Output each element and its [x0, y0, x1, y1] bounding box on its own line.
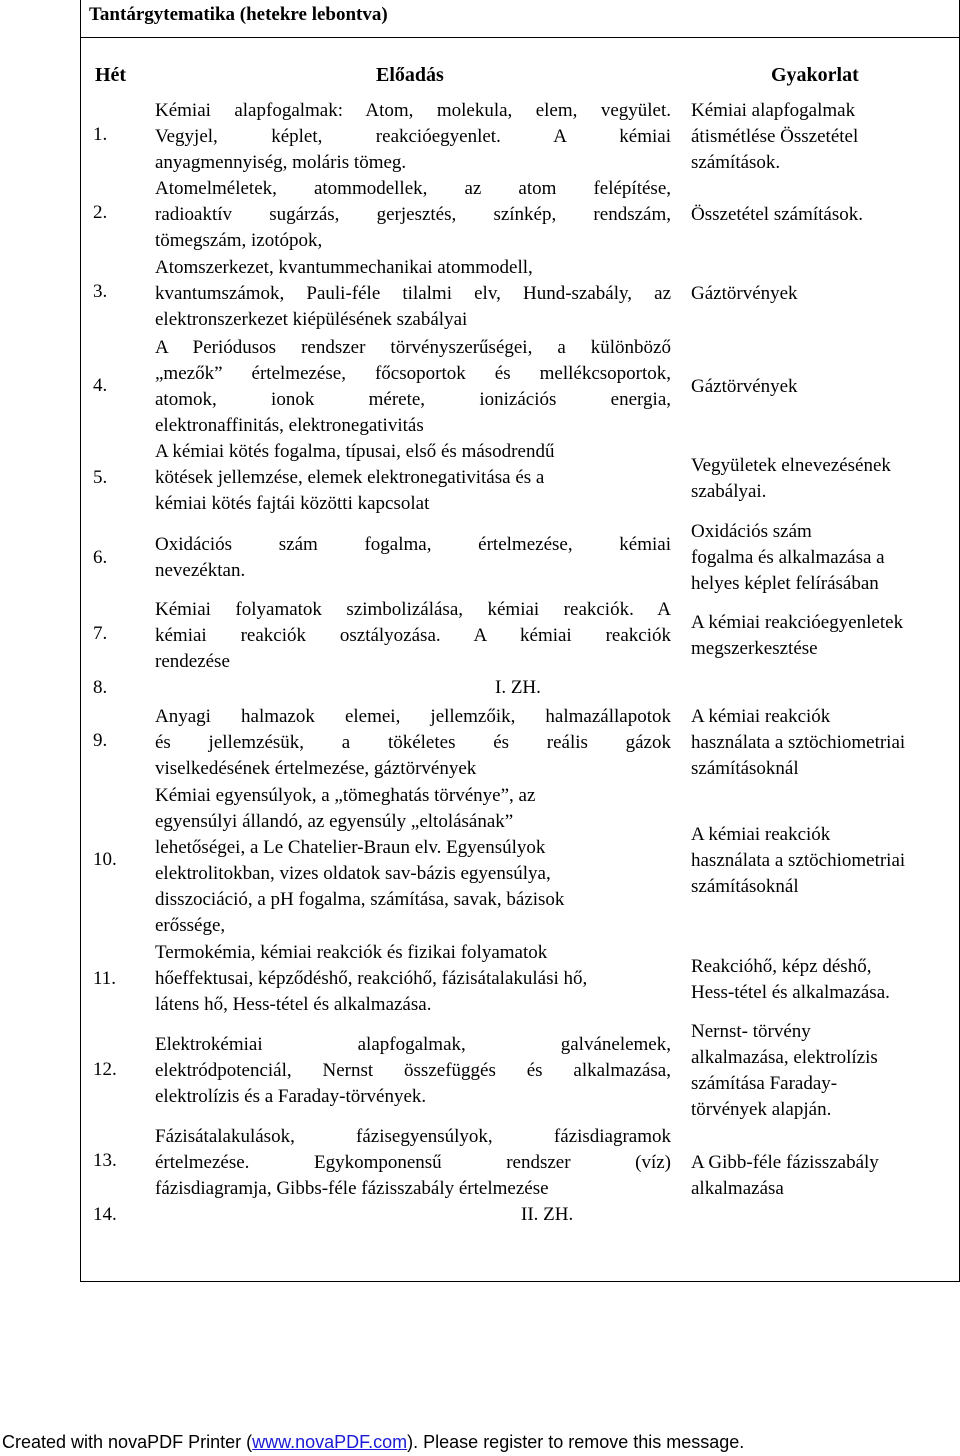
- lecture-line: kötések jellemzése, elemek elektronegativitása és a: [155, 467, 545, 488]
- practice-line: szabályai.: [691, 481, 767, 502]
- practice-line: Nernst- törvény: [691, 1021, 811, 1042]
- lecture-text: [155, 1032, 671, 1110]
- lecture-text: [155, 98, 671, 176]
- lecture-text: [155, 255, 671, 333]
- lecture-line: egyensúlyi állandó, az egyensúly „eltolásának”: [155, 811, 514, 832]
- lecture-text: [155, 532, 671, 584]
- practice-line: számítások.: [691, 152, 781, 173]
- lecture-line: tömegszám, izotópok,: [155, 230, 323, 251]
- lecture-line: Kémiai alapfogalmak: Atom, molekula, elem, vegyület.: [155, 100, 671, 121]
- lecture-line: Atomszerkezet, kvantummechanikai atommodell,: [155, 257, 533, 278]
- week-number: 13.: [93, 1150, 117, 1171]
- week-number: 12.: [93, 1059, 117, 1080]
- lecture-line: Anyagi halmazok elemei, jellemzőik, halmazállapotok: [155, 706, 671, 727]
- lecture-line: elektronaffinitás, elektronegativitás: [155, 415, 424, 436]
- lecture-line: Kémiai egyensúlyok, a „tömeghatás törvénye”, az: [155, 785, 536, 806]
- lecture-line: értelmezése. Egykomponensű rendszer (víz): [155, 1152, 671, 1173]
- week-number: 3.: [93, 281, 108, 302]
- practice-line: Kémiai alapfogalmak: [691, 100, 856, 121]
- lecture-text: [155, 940, 671, 1018]
- lecture-line: hőeffektusai, képződéshő, reakcióhő, fázisátalakulási hő,: [155, 968, 588, 989]
- week-number: 2.: [93, 202, 108, 223]
- exam-label: II. ZH.: [521, 1204, 574, 1225]
- lecture-line: anyagmennyiség, moláris tömeg.: [155, 152, 407, 173]
- week-number: 7.: [93, 623, 108, 644]
- lecture-line: kémiai kötés fajtái közötti kapcsolat: [155, 493, 430, 514]
- lecture-line: erőssége,: [155, 915, 226, 936]
- lecture-line: elektródpotenciál, Nernst összefüggés és alkalmazása,: [155, 1060, 671, 1081]
- week-number: 9.: [93, 730, 108, 751]
- practice-line: A Gibb-féle fázisszabály: [691, 1152, 879, 1173]
- lecture-line: Atomelméletek, atommodellek, az atom felépítése,: [155, 178, 671, 199]
- week-number: 5.: [93, 467, 108, 488]
- week-number: 11.: [93, 968, 117, 989]
- lecture-text: [155, 176, 671, 254]
- page-title: Tantárgytematika (hetekre lebontva): [89, 4, 388, 25]
- exam-label: I. ZH.: [495, 677, 541, 698]
- practice-text: [691, 519, 956, 597]
- lecture-line: kvantumszámok, Pauli-féle tilalmi elv, Hund-szabály, az: [155, 283, 671, 304]
- practice-line: megszerkesztése: [691, 638, 818, 659]
- lecture-line: viselkedésének értelmezése, gáztörvények: [155, 758, 477, 779]
- practice-line: törvények alapján.: [691, 1099, 832, 1120]
- practice-text: [691, 374, 956, 400]
- practice-text: [691, 954, 956, 1006]
- lecture-line: lehetőségei, a Le Chatelier-Braun elv. Egyensúlyok: [155, 837, 546, 858]
- document-frame: [80, 0, 960, 1282]
- practice-line: alkalmazása, elektrolízis: [691, 1047, 878, 1068]
- lecture-line: és jellemzésük, a tökéletes és reális gázok: [155, 732, 671, 753]
- practice-line: Oxidációs szám: [691, 521, 812, 542]
- practice-line: Vegyületek elnevezésének: [691, 455, 891, 476]
- practice-line: számításoknál: [691, 876, 799, 897]
- practice-line: Hess-tétel és alkalmazása.: [691, 982, 890, 1003]
- lecture-line: Fázisátalakulások, fázisegyensúlyok, fázisdiagramok: [155, 1126, 671, 1147]
- week-number: 10.: [93, 849, 117, 870]
- lecture-line: fázisdiagramja, Gibbs-féle fázisszabály értelmezése: [155, 1178, 549, 1199]
- lecture-line: Termokémia, kémiai reakciók és fizikai folyamatok: [155, 942, 548, 963]
- practice-line: alkalmazása: [691, 1178, 784, 1199]
- lecture-line: A kémiai kötés fogalma, típusai, első és másodrendű: [155, 441, 555, 462]
- practice-line: helyes képlet felírásában: [691, 573, 879, 594]
- lecture-line: elektrolitokban, vizes oldatok sav-bázis egyensúlya,: [155, 863, 551, 884]
- lecture-line: atomok, ionok mérete, ionizációs energia,: [155, 389, 671, 410]
- practice-line: Gáztörvények: [691, 283, 798, 304]
- title-row: [81, 0, 960, 38]
- lecture-line: nevezéktan.: [155, 560, 246, 581]
- practice-line: A kémiai reakcióegyenletek: [691, 612, 904, 633]
- practice-text: [691, 704, 956, 782]
- practice-text: [691, 1019, 956, 1123]
- practice-text: [691, 98, 956, 176]
- practice-line: használata a sztöchiometriai: [691, 850, 906, 871]
- lecture-line: A Periódusos rendszer törvényszerűségei, a különböző: [155, 337, 671, 358]
- practice-text: [691, 1150, 956, 1202]
- lecture-text: [155, 335, 671, 439]
- practice-text: [691, 202, 956, 228]
- week-number: 1.: [93, 124, 108, 145]
- lecture-line: elektrolízis és a Faraday-törvények.: [155, 1086, 427, 1107]
- lecture-line: Kémiai folyamatok szimbolizálása, kémiai reakciók. A: [155, 599, 671, 620]
- lecture-text: [155, 1124, 671, 1202]
- practice-line: Összetétel számítások.: [691, 204, 864, 225]
- week-number: 14.: [93, 1204, 117, 1225]
- header-week: Hét: [95, 64, 127, 86]
- practice-text: [691, 281, 956, 307]
- practice-line: átismétlése Összetétel: [691, 126, 859, 147]
- practice-line: fogalma és alkalmazása a: [691, 547, 885, 568]
- lecture-line: radioaktív sugárzás, gerjesztés, színkép, rendszám,: [155, 204, 671, 225]
- lecture-text: [155, 597, 671, 675]
- lecture-line: Elektrokémiai alapfogalmak, galvánelemek,: [155, 1034, 671, 1055]
- practice-line: Reakcióhő, képz déshő,: [691, 956, 872, 977]
- footer-suffix: ). Please register to remove this message.: [407, 1432, 745, 1452]
- practice-text: [691, 822, 956, 900]
- lecture-line: látens hő, Hess-tétel és alkalmazása.: [155, 994, 432, 1015]
- lecture-line: disszociáció, a pH fogalma, számítása, savak, bázisok: [155, 889, 565, 910]
- practice-line: számításoknál: [691, 758, 799, 779]
- practice-line: A kémiai reakciók: [691, 824, 831, 845]
- lecture-text: [155, 704, 671, 782]
- header-practice: Gyakorlat: [771, 64, 859, 86]
- practice-line: Gáztörvények: [691, 376, 798, 397]
- lecture-line: Vegyjel, képlet, reakcióegyenlet. A kémiai: [155, 126, 671, 147]
- lecture-text: [155, 783, 671, 939]
- footer-link[interactable]: www.novaPDF.com: [252, 1432, 408, 1452]
- footer-prefix: Created with novaPDF Printer (: [2, 1432, 253, 1452]
- practice-line: számítása Faraday-: [691, 1073, 838, 1094]
- lecture-line: Oxidációs szám fogalma, értelmezése, kémiai: [155, 534, 671, 555]
- lecture-text: [155, 439, 671, 517]
- week-number: 4.: [93, 375, 108, 396]
- practice-text: [691, 610, 956, 662]
- watermark-footer: [0, 1428, 960, 1456]
- practice-line: A kémiai reakciók: [691, 706, 831, 727]
- lecture-line: elektronszerkezet kiépülésének szabályai: [155, 309, 468, 330]
- header-lecture: Előadás: [376, 64, 444, 86]
- practice-line: használata a sztöchiometriai: [691, 732, 906, 753]
- week-number: 8.: [93, 677, 108, 698]
- lecture-line: kémiai reakciók osztályozása. A kémiai reakciók: [155, 625, 671, 646]
- lecture-line: „mezők” értelmezése, főcsoportok és mellékcsoportok,: [155, 363, 671, 384]
- practice-text: [691, 453, 956, 505]
- lecture-line: rendezése: [155, 651, 230, 672]
- week-number: 6.: [93, 547, 108, 568]
